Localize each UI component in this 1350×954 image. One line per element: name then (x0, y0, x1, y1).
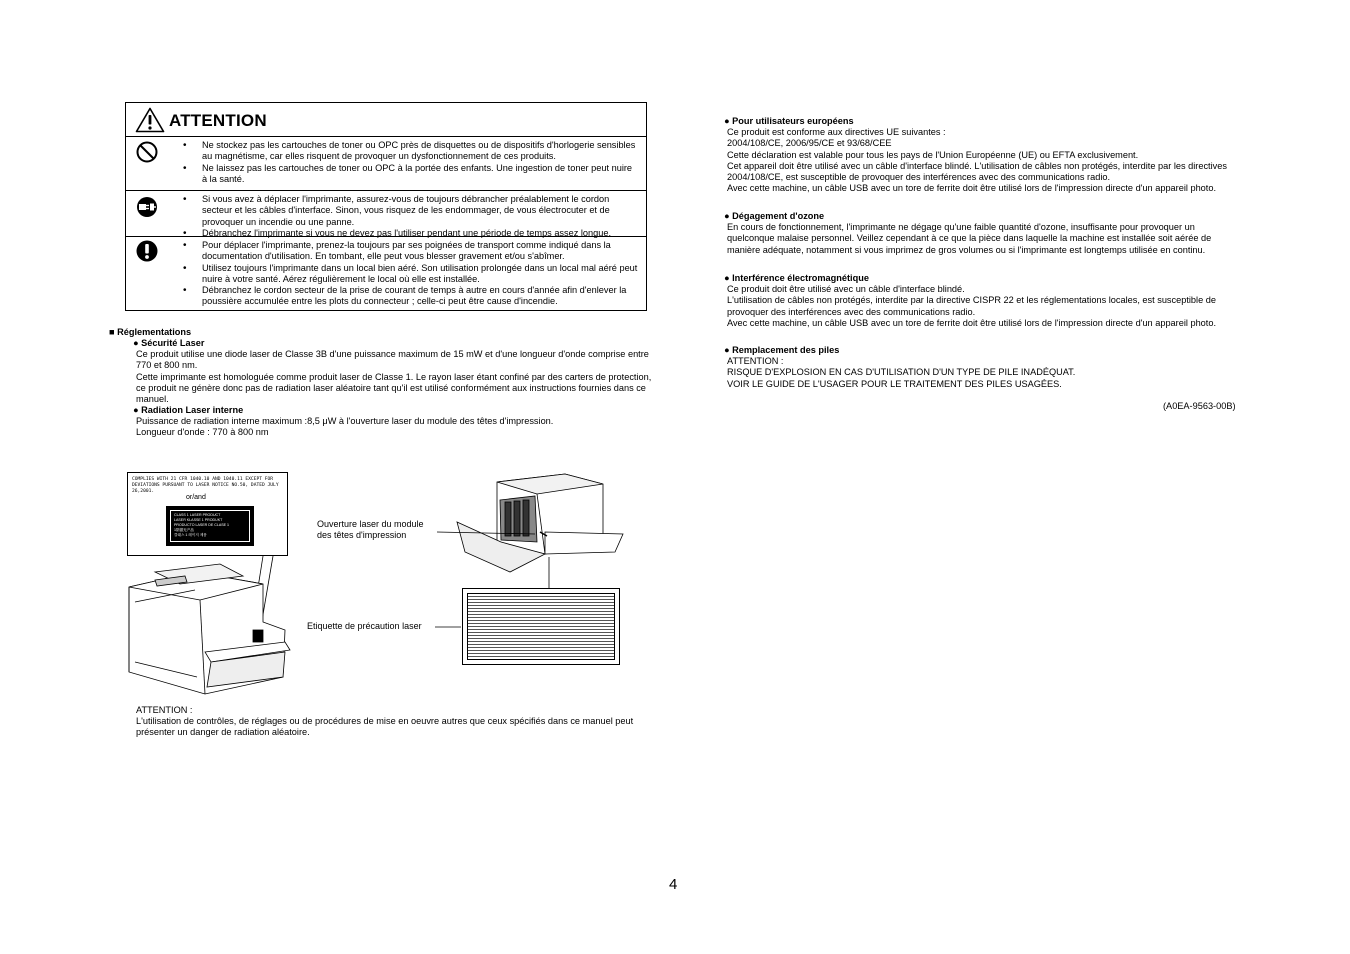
paragraph: 2004/108/CE, 2006/95/CE et 93/68/CEE (727, 138, 892, 149)
list-item: • Débranchez l'imprimante si vous ne devez pas l'utiliser pendant une période de temps assez longue. (183, 228, 638, 239)
attention-list (183, 140, 638, 185)
attention-note-text: L'utilisation de contrôles, de réglages ou de procédures de mise en oeuvre autres que ceux spécifiés dans ce manuel peut présenter un danger de radiation aléatoire. (136, 716, 634, 738)
or-and-text: or/and (186, 494, 206, 501)
attention-header (126, 103, 646, 137)
list-item: • Ne laissez pas les cartouches de toner ou OPC à la portée des enfants. Une ingestion de toner peut nuire à la santé. (183, 163, 638, 186)
internal-radiation-title: ● Radiation Laser interne (133, 405, 244, 415)
paragraph: VOIR LE GUIDE DE L'USAGER POUR LE TRAITEMENT DES PILES USAGÉES. (727, 378, 1062, 389)
eu-title: ● Pour utilisateurs européens (724, 116, 854, 126)
caution-label (462, 588, 620, 665)
paragraph: Cette imprimante est homologuée comme produit laser de Classe 1. Le rayon laser étant confiné par des carters de protection, ce produit ne génère donc pas de radiation laser aléatoire tant qu'il est utilisé conformément aux instructions fournies dans ce manuel. (136, 371, 652, 405)
regulations-heading: ■ Réglementations (109, 327, 192, 337)
paragraph: RISQUE D'EXPLOSION EN CAS D'UTILISATION D'UN TYPE DE PILE INADÉQUAT. (727, 367, 1076, 378)
emi-title: ● Interférence électromagnétique (724, 273, 869, 283)
label-line: 클래스 1 레이저 제품 (174, 533, 207, 537)
laser-safety-text (136, 349, 656, 405)
paragraph: ATTENTION : (727, 356, 784, 366)
unplug-icon (136, 196, 158, 218)
attention-note-title: ATTENTION : (136, 705, 193, 715)
list-item: • Si vous avez à déplacer l'imprimante, assurez-vous de toujours débrancher préalablement le cordon secteur et les câbles d'interface. Sinon, vous risquez de les endommager, de vous électrocuter et de provoquer un incendie ou une panne. (183, 194, 638, 228)
eu-text (727, 127, 1227, 195)
ozone-text (727, 222, 1227, 256)
label-line: PRODUCTO LASER DE CLASE 1 (174, 523, 230, 527)
ozone-title: ● Dégagement d'ozone (724, 211, 825, 221)
attention-list (183, 240, 638, 308)
page-number: 4 (669, 876, 678, 893)
list-item: • Pour déplacer l'imprimante, prenez-la toujours par ses poignées de transport comme indiqué dans la documentation d'utilisation. En tombant, elle peut vous blesser gravement et/ou s'abîmer. (183, 240, 638, 263)
paragraph: Ce produit est conforme aux directives UE suivantes : (727, 127, 946, 137)
list-item: • Utilisez toujours l'imprimante dans un local bien aéré. Son utilisation prolongée dans un local mal aéré peut nuire à votre santé. Aérez régulièrement le local où elle est installée. (183, 263, 638, 286)
callout-aperture: Ouverture laser du module des têtes d'impression (317, 519, 424, 540)
internal-radiation-text (136, 416, 656, 439)
laser-safety-title: ● Sécurité Laser (133, 338, 205, 348)
warning-triangle-icon (135, 107, 165, 133)
paragraph: L'utilisation de câbles non protégés, interdite par la directive CISPR 22 et les réglementations locales, est susceptible de provoquer des interférences avec des communications radio. (727, 295, 1216, 317)
printer-illustrations (125, 472, 635, 702)
paragraph: En cours de fonctionnement, l'imprimante ne dégage qu'une faible quantité d'ozone, insuffisante pour provoquer un quelconque malaise personnel. Veillez cependant à ce que la pièce dans laquelle la machine est installée soit aérée de manière adéquate, notamment si vous imprimez de gros volumes ou si l'imprimante est longtemps utilisée en continu. (727, 222, 1212, 255)
attention-list (183, 194, 638, 239)
list-item: • Débranchez le cordon secteur de la prise de courant de temps à autre en cours d'année afin d'enlever la poussière accumulée entre les plots du connecteur ; celle-ci peut être cause d'incendie. (183, 285, 638, 308)
callout-label: Etiquette de précaution laser (307, 621, 422, 631)
label-line: 1類激光产品 (174, 528, 194, 532)
paragraph: Ce produit utilise une diode laser de Classe 3B d'une puissance maximum de 15 mW et d'une longueur d'onde comprise entre 770 et 800 nm. (136, 349, 649, 371)
printer-left-drawing (129, 564, 290, 694)
battery-title: ● Remplacement des piles (724, 345, 840, 355)
caution-label-text-lines (467, 593, 615, 660)
attention-row-unplug (126, 190, 646, 237)
paragraph: Avec cette machine, un câble USB avec un tore de ferrite doit être utilisé lors de l'impression directe d'un appareil photo. (727, 183, 1217, 194)
label-line: CLASS 1 LASER PRODUCT (174, 513, 221, 517)
label-line: LASER KLASSE 1 PRODUKT (174, 518, 223, 522)
prohibition-icon (136, 141, 158, 163)
paragraph: Puissance de radiation interne maximum :8,5 μW à l'ouverture laser du module des têtes d'impression. (136, 416, 554, 426)
attention-box (125, 102, 647, 311)
compliance-text: COMPLIES WITH 21 CFR 1040.10 AND 1040.11 EXCEPT FOR DEVIATIONS PURSUANT TO LASER NOTICE NO.50, DATED JULY 26,2001. (132, 477, 279, 494)
list-item: • Ne stockez pas les cartouches de toner ou OPC près de disquettes ou de dispositifs d'horlogerie sensibles au magnétisme, car elles risquent de provoquer un dysfonctionnement de ces produits. (183, 140, 638, 163)
exclamation-icon (136, 240, 158, 262)
attention-row-storage (126, 136, 646, 191)
paragraph: Ce produit doit être utilisé avec un câble d'interface blindé. (727, 284, 965, 294)
attention-title: ATTENTION (169, 111, 267, 130)
paragraph: Avec cette machine, un câble USB avec un tore de ferrite doit être utilisé lors de l'impression directe d'un appareil photo. (727, 317, 1217, 328)
printer-right-drawing (457, 474, 623, 572)
paragraph: Cette déclaration est valable pour tous les pays de l'Union Européenne (UE) ou EFTA exclusivement. (727, 149, 1139, 160)
paragraph: Cet appareil doit être utilisé avec un câble d'interface blindé. L'utilisation de câbles non protégés, interdite par les directives 2004/108/CE, est susceptible de provoquer des interférences avec des communications radio. (727, 160, 1227, 183)
printer-figure (125, 472, 635, 702)
attention-row-handling (126, 236, 646, 310)
paragraph: Longueur d'onde : 770 à 800 nm (136, 427, 269, 438)
emi-text (727, 284, 1227, 329)
document-code: (A0EA-9563-00B) (1163, 401, 1236, 411)
battery-text (727, 356, 1227, 390)
